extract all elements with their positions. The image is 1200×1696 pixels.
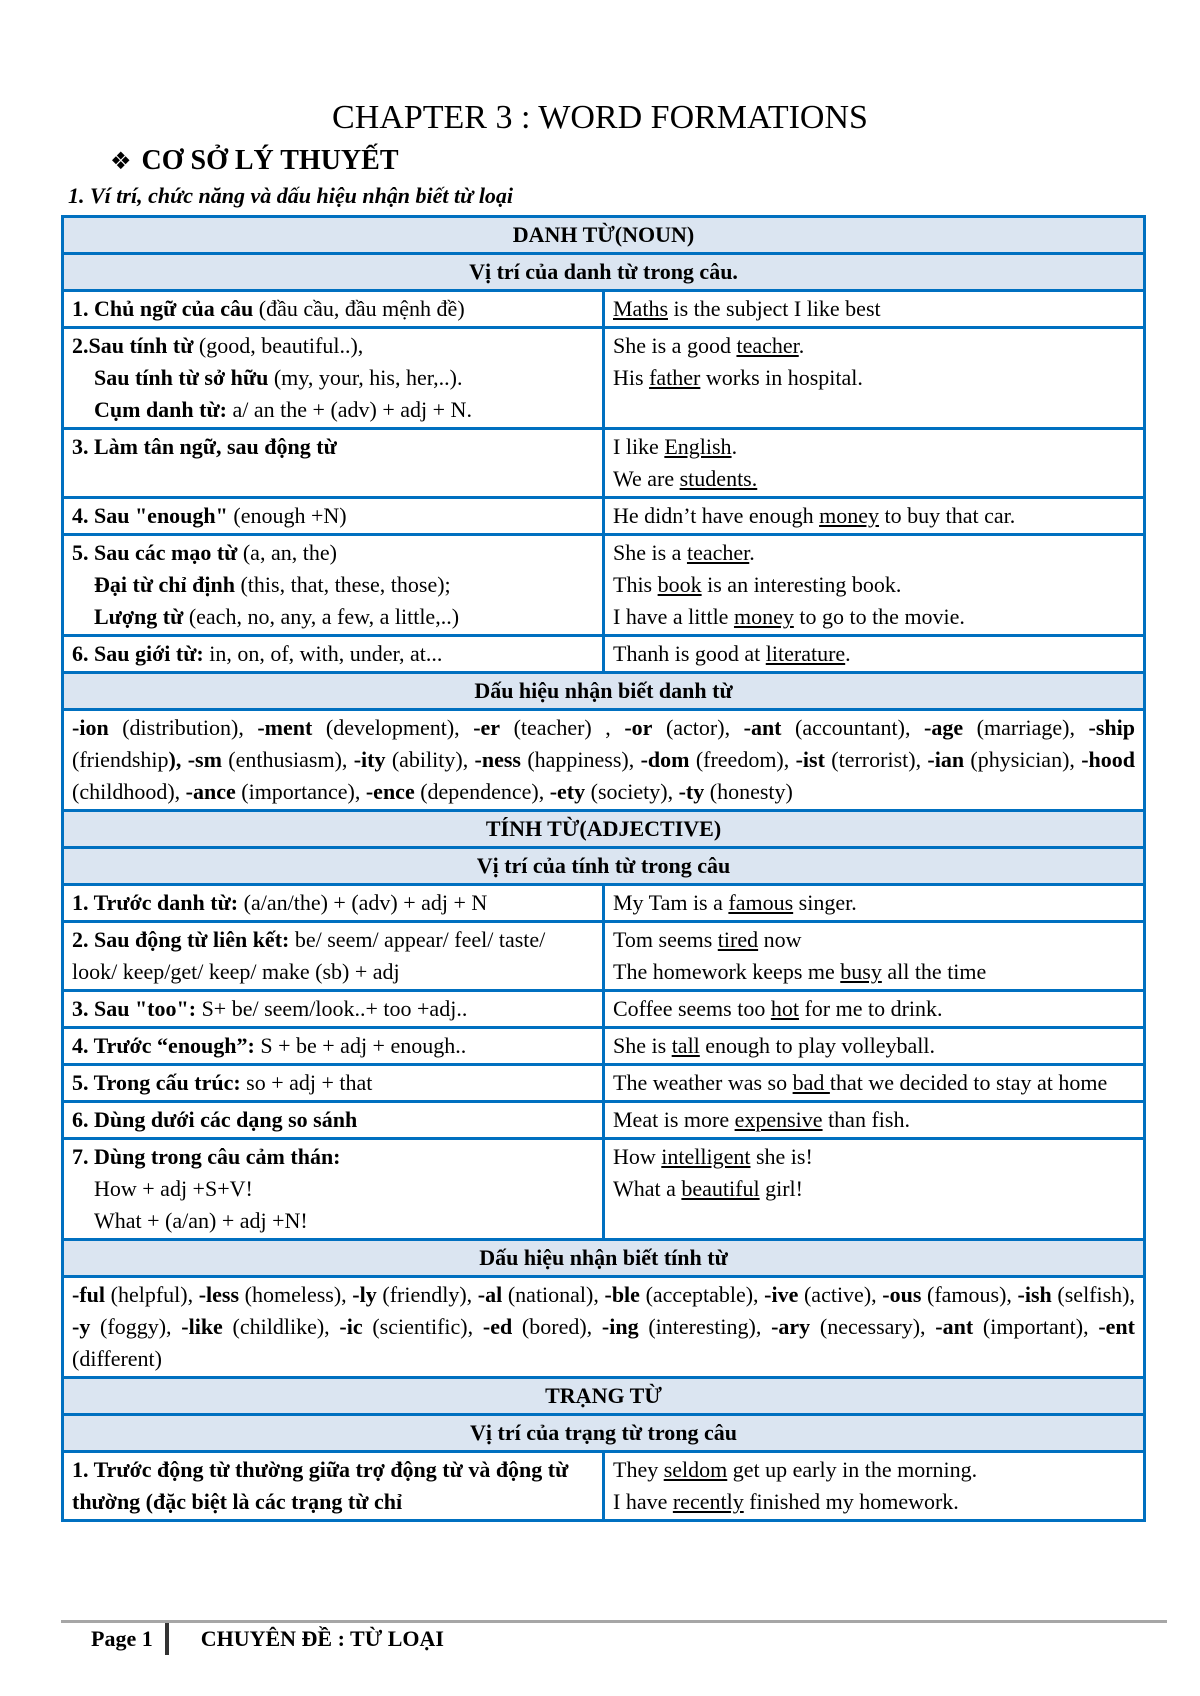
text-run: Meat is more [613,1107,735,1132]
text-run: (terrorist), [824,747,928,772]
usage-rule-cell [63,1102,604,1139]
text-run: (interesting), [638,1314,772,1339]
text-run: (ability), [385,747,475,772]
text-run: (society), [585,779,679,804]
text-run: . [798,333,805,358]
text-run: Thanh is good at [613,641,766,666]
section-heading-text: CƠ SỞ LÝ THUYẾT [141,145,399,176]
text-run: My Tam is a [613,890,729,915]
bold-term: 7. Dùng trong câu cảm thán: [72,1144,341,1169]
usage-rule-cell [63,535,604,636]
cell-line [72,1173,594,1205]
bold-term: -ship [1088,715,1136,740]
text-run: How + adj +S+V! [94,1176,253,1201]
bold-term: -ful [72,1282,105,1307]
bold-term: 2. Sau động từ liên kết: [72,927,290,952]
cell-line [613,1104,1135,1136]
underlined-word: teacher [736,333,799,358]
table-row [63,1139,1145,1240]
word-class-header-row [63,811,1145,848]
usage-rule-cell [63,291,604,328]
underlined-word: intelligent [661,1144,751,1169]
section-heading [110,144,399,178]
bold-term: Đại từ chỉ định [94,572,235,597]
example-cell [604,291,1145,328]
example-cell [604,498,1145,535]
bold-term: -ment [257,715,313,740]
text-run: enough to play volleyball. [699,1033,936,1058]
subsection-heading: Vị trí của danh từ trong câu. [63,254,1145,291]
bold-term: -ive [764,1282,799,1307]
text-run: (importance), [235,779,366,804]
text-run: is an interesting book. [701,572,902,597]
underlined-word: recently [672,1489,744,1514]
text-run: I like [613,434,665,459]
subsection-header-row [63,1240,1145,1277]
cell-line [72,601,594,633]
bold-term: 1. Trước danh từ: [72,890,239,915]
underlined-word: English [664,434,732,459]
bold-term: -al [477,1282,503,1307]
text-run: (accountant), [781,715,925,740]
text-run: . [845,641,851,666]
cell-line [72,569,594,601]
bold-term: -ence [365,779,415,804]
text-run: (different) [72,1346,162,1371]
example-cell [604,429,1145,498]
text-run: (happiness), [521,747,641,772]
text-run: What + (a/an) + adj +N! [94,1208,308,1233]
text-run: (good, beautiful..), [193,333,364,358]
text-run: (teacher) , [500,715,625,740]
text-run: The homework keeps me [613,959,841,984]
table-body [63,217,1145,1521]
text-run: in, on, of, with, under, at... [203,641,443,666]
table-row [63,885,1145,922]
cell-line [72,431,594,463]
usage-rule-cell [63,991,604,1028]
suffix-list-row [63,1277,1145,1378]
table-row [63,328,1145,429]
cell-line [613,924,1135,956]
table-row [63,1102,1145,1139]
bold-term: -ness [474,747,521,772]
footer-separator [165,1623,169,1655]
text-run: a/ an the + (adv) + adj + N. [227,397,472,422]
text-run: What a [613,1176,682,1201]
text-run: now [758,927,802,952]
cell-line [72,1067,594,1099]
bold-term: -hood [1081,747,1136,772]
bold-term: -or [624,715,653,740]
cell-line [613,1141,1135,1173]
text-run: (childhood), [72,779,186,804]
text-run: (marriage), [963,715,1089,740]
bold-term: -ent [1098,1314,1135,1339]
usage-rule-cell [63,636,604,673]
text-run: She is a [613,540,687,565]
cell-line [72,1141,594,1173]
text-run: (famous), [921,1282,1018,1307]
bold-term: -ble [604,1282,640,1307]
word-class-header-row [63,217,1145,254]
text-run: than fish. [822,1107,910,1132]
bold-term: -ish [1017,1282,1052,1307]
underlined-word: book [657,572,702,597]
text-run: (a, an, the) [237,540,337,565]
cell-line [72,1454,594,1518]
usage-rule-cell [63,1065,604,1102]
text-run: all the time [881,959,987,984]
cell-line [72,537,594,569]
cell-line [72,1205,594,1237]
page-footer [91,1623,444,1655]
word-class-heading: TRẠNG TỪ [63,1378,1145,1415]
text-run: (selfish), [1051,1282,1136,1307]
text-run: We are [613,466,680,491]
example-cell [604,636,1145,673]
text-run: girl! [759,1176,803,1201]
text-run: . [731,434,738,459]
cell-line [72,330,594,362]
bold-term: 3. Sau "too": [72,996,197,1021]
cell-line [613,463,1135,495]
bold-term: -ant [935,1314,974,1339]
text-run: (this, that, these, those); [234,572,451,597]
subsection-heading: Dấu hiệu nhận biết tính từ [63,1240,1145,1277]
text-run: (my, your, his, her,..). [268,365,463,390]
usage-rule-cell [63,328,604,429]
usage-rule-cell [63,1139,604,1240]
text-run: (dependence), [414,779,550,804]
bold-term: 2.Sau tính từ [72,333,194,358]
underlined-word: expensive [734,1107,823,1132]
bold-term: -ous [882,1282,922,1307]
underlined-word: tired [717,927,759,952]
text-run: (important), [973,1314,1099,1339]
text-run: (physician), [964,747,1082,772]
bold-term: Lượng từ [94,604,184,629]
bold-term: -ty [678,779,705,804]
cell-line [613,500,1135,532]
word-class-header-row [63,1378,1145,1415]
table-row [63,291,1145,328]
bold-term: -ed [482,1314,513,1339]
chapter-title: CHAPTER 3 : WORD FORMATIONS [332,99,868,136]
cell-line [72,362,594,394]
diamond-bullet-icon [110,145,142,176]
subsection-heading: Vị trí của tính từ trong câu [63,848,1145,885]
text-run: works in hospital. [700,365,863,390]
text-run: His [613,365,650,390]
text-run: (each, no, any, a few, a little,..) [183,604,460,629]
text-run: (bored), [512,1314,602,1339]
bold-term: -ant [743,715,782,740]
bold-term: -ance [185,779,236,804]
underlined-word: beautiful [681,1176,760,1201]
bold-term: 6. Sau giới từ: [72,641,204,666]
text-run: that we decided to stay at home [829,1070,1108,1095]
table-row [63,1452,1145,1521]
underlined-word: money [819,503,879,528]
underlined-word: seldom [663,1457,728,1482]
text-run: Tom seems [613,927,718,952]
text-run: (đầu cầu, đầu mệnh đề) [253,296,465,321]
text-run: He didn’t have enough [613,503,820,528]
usage-rule-cell [63,1028,604,1065]
text-run: S+ be/ seem/look..+ too +adj.. [196,996,468,1021]
text-run: (enough +N) [227,503,347,528]
cell-line [72,887,594,919]
bold-term: -ly [352,1282,377,1307]
usage-rule-cell [63,498,604,535]
subsection-header-row [63,254,1145,291]
cell-line [72,1104,594,1136]
bold-term: -er [473,715,501,740]
bold-term: -ity [353,747,386,772]
cell-line [72,993,594,1025]
cell-line [613,330,1135,362]
subsection-header-row [63,1415,1145,1452]
cell-line [613,956,1135,988]
text-run: so + adj + that [240,1070,373,1095]
text-run: (childlike), [222,1314,340,1339]
bold-term: -sm [187,747,222,772]
table-row [63,498,1145,535]
cell-line [613,293,1135,325]
underlined-word: bad [792,1070,830,1095]
subsection-header-row [63,673,1145,710]
example-cell [604,1028,1145,1065]
underlined-word: teacher [686,540,750,565]
bold-term: -ic [339,1314,363,1339]
text-run: to buy that car. [879,503,1016,528]
bold-term: 6. Dùng dưới các dạng so sánh [72,1107,358,1132]
text-run: (development), [312,715,474,740]
cell-line [613,537,1135,569]
bold-term: -ary [771,1314,811,1339]
cell-line [72,1030,594,1062]
usage-rule-cell [63,429,604,498]
cell-line [613,638,1135,670]
example-cell [604,1102,1145,1139]
cell-line [72,293,594,325]
text-run: (friendly), [376,1282,478,1307]
text-run: (friendship [72,747,169,772]
cell-line [613,1173,1135,1205]
table-row [63,1028,1145,1065]
cell-line [613,431,1135,463]
bold-term: -ing [601,1314,639,1339]
subsection-heading: Dấu hiệu nhận biết danh từ [63,673,1145,710]
bold-term: 4. Trước “enough”: [72,1033,255,1058]
example-cell [604,1065,1145,1102]
underlined-word: famous [728,890,794,915]
underlined-word: students. [679,466,758,491]
table-row [63,535,1145,636]
suffix-list-cell [63,710,1145,811]
bold-term: Cụm danh từ: [94,397,228,422]
text-run: (actor), [652,715,744,740]
subsection-heading: Vị trí của trạng từ trong câu [63,1415,1145,1452]
table-row [63,1065,1145,1102]
word-formation-table [61,215,1146,1522]
word-class-heading: DANH TỪ(NOUN) [63,217,1145,254]
table-row [63,636,1145,673]
page-number: Page 1 [91,1626,153,1651]
text-run: I have a little [613,604,734,629]
example-cell [604,535,1145,636]
underlined-word: literature [765,641,846,666]
example-cell [604,328,1145,429]
bold-term: -like [181,1314,223,1339]
example-cell [604,885,1145,922]
text-run: . [749,540,755,565]
cell-line [613,1454,1135,1486]
text-run: Coffee seems too [613,996,771,1021]
table-row [63,922,1145,991]
text-run: singer. [793,890,857,915]
word-class-heading: TÍNH TỪ(ADJECTIVE) [63,811,1145,848]
cell-line [613,1030,1135,1062]
cell-line [613,993,1135,1025]
cell-line [613,1067,1135,1099]
subheading: 1. Ví trí, chức năng và dấu hiệu nhận biết từ loại [68,183,514,208]
text-run: to go to the movie. [793,604,965,629]
table-row [63,991,1145,1028]
text-run: (foggy), [90,1314,182,1339]
text-run: (helpful), [105,1282,199,1307]
text-run: She is a good [613,333,737,358]
bold-term: ), [168,747,182,772]
text-run: (a/an/the) + (adv) + adj + N [238,890,488,915]
table-row [63,429,1145,498]
text-run: be/ seem/ appear/ feel/ taste/ look/ keep/get/ keep/ make (sb) + adj [72,927,546,984]
usage-rule-cell [63,922,604,991]
bold-term: -less [198,1282,240,1307]
cell-line [72,638,594,670]
underlined-word: money [733,604,794,629]
text-run: she is! [750,1144,813,1169]
cell-line [613,601,1135,633]
text-run: (distribution), [108,715,258,740]
text-run: S + be + adj + enough.. [254,1033,467,1058]
text-run: This [613,572,658,597]
bold-term: 1. Chủ ngữ của câu [72,296,254,321]
footer-chapter-label: CHUYÊN ĐỀ : TỪ LOẠI [200,1626,444,1651]
bold-term: -y [72,1314,91,1339]
text-run: (enthusiasm), [221,747,354,772]
subsection-header-row [63,848,1145,885]
underlined-word: father [649,365,701,390]
bold-term: 1. Trước động từ thường giữa trợ động từ và động từ thường (đặc biệt là các trạng từ chỉ [72,1457,569,1514]
text-run: How [613,1144,662,1169]
bold-term: 5. Sau các mạo từ [72,540,238,565]
suffix-list-row [63,710,1145,811]
text-run: She is [613,1033,672,1058]
text-run: (honesty) [704,779,793,804]
usage-rule-cell [63,885,604,922]
underlined-word: busy [840,959,882,984]
text-run: They [613,1457,664,1482]
cell-line [72,712,1135,808]
text-run: for me to drink. [798,996,943,1021]
example-cell [604,991,1145,1028]
cell-line [72,394,594,426]
text-run: get up early in the morning. [727,1457,978,1482]
bold-term: 4. Sau "enough" [72,503,228,528]
bold-term: 3. Làm tân ngữ, sau động từ [72,434,337,459]
text-run: (homeless), [239,1282,353,1307]
bold-term: -dom [640,747,690,772]
text-run: (acceptable), [639,1282,765,1307]
text-run: (scientific), [362,1314,483,1339]
bold-term: -ian [927,747,965,772]
cell-line [72,1279,1135,1375]
cell-line [613,569,1135,601]
cell-line [72,500,594,532]
example-cell [604,922,1145,991]
text-run: finished my homework. [743,1489,959,1514]
cell-line [613,362,1135,394]
bold-term: -ist [795,747,825,772]
text-run: (active), [798,1282,883,1307]
text-run: I have [613,1489,673,1514]
cell-line [613,1486,1135,1518]
text-run: is the subject I like best [668,296,881,321]
bold-term: 5. Trong cấu trúc: [72,1070,241,1095]
usage-rule-cell [63,1452,604,1521]
underlined-word: Maths [613,296,668,321]
underlined-word: tall [671,1033,700,1058]
text-run: The weather was so [613,1070,793,1095]
example-cell [604,1452,1145,1521]
text-run: (necessary), [810,1314,936,1339]
bold-term: -ety [549,779,586,804]
cell-line [72,924,594,988]
bold-term: Sau tính từ sở hữu [94,365,269,390]
bold-term: -ion [72,715,109,740]
example-cell [604,1139,1145,1240]
bold-term: -age [924,715,964,740]
text-run: (national), [502,1282,605,1307]
suffix-list-cell [63,1277,1145,1378]
underlined-word: hot [770,996,799,1021]
text-run: (freedom), [689,747,796,772]
cell-line [613,887,1135,919]
